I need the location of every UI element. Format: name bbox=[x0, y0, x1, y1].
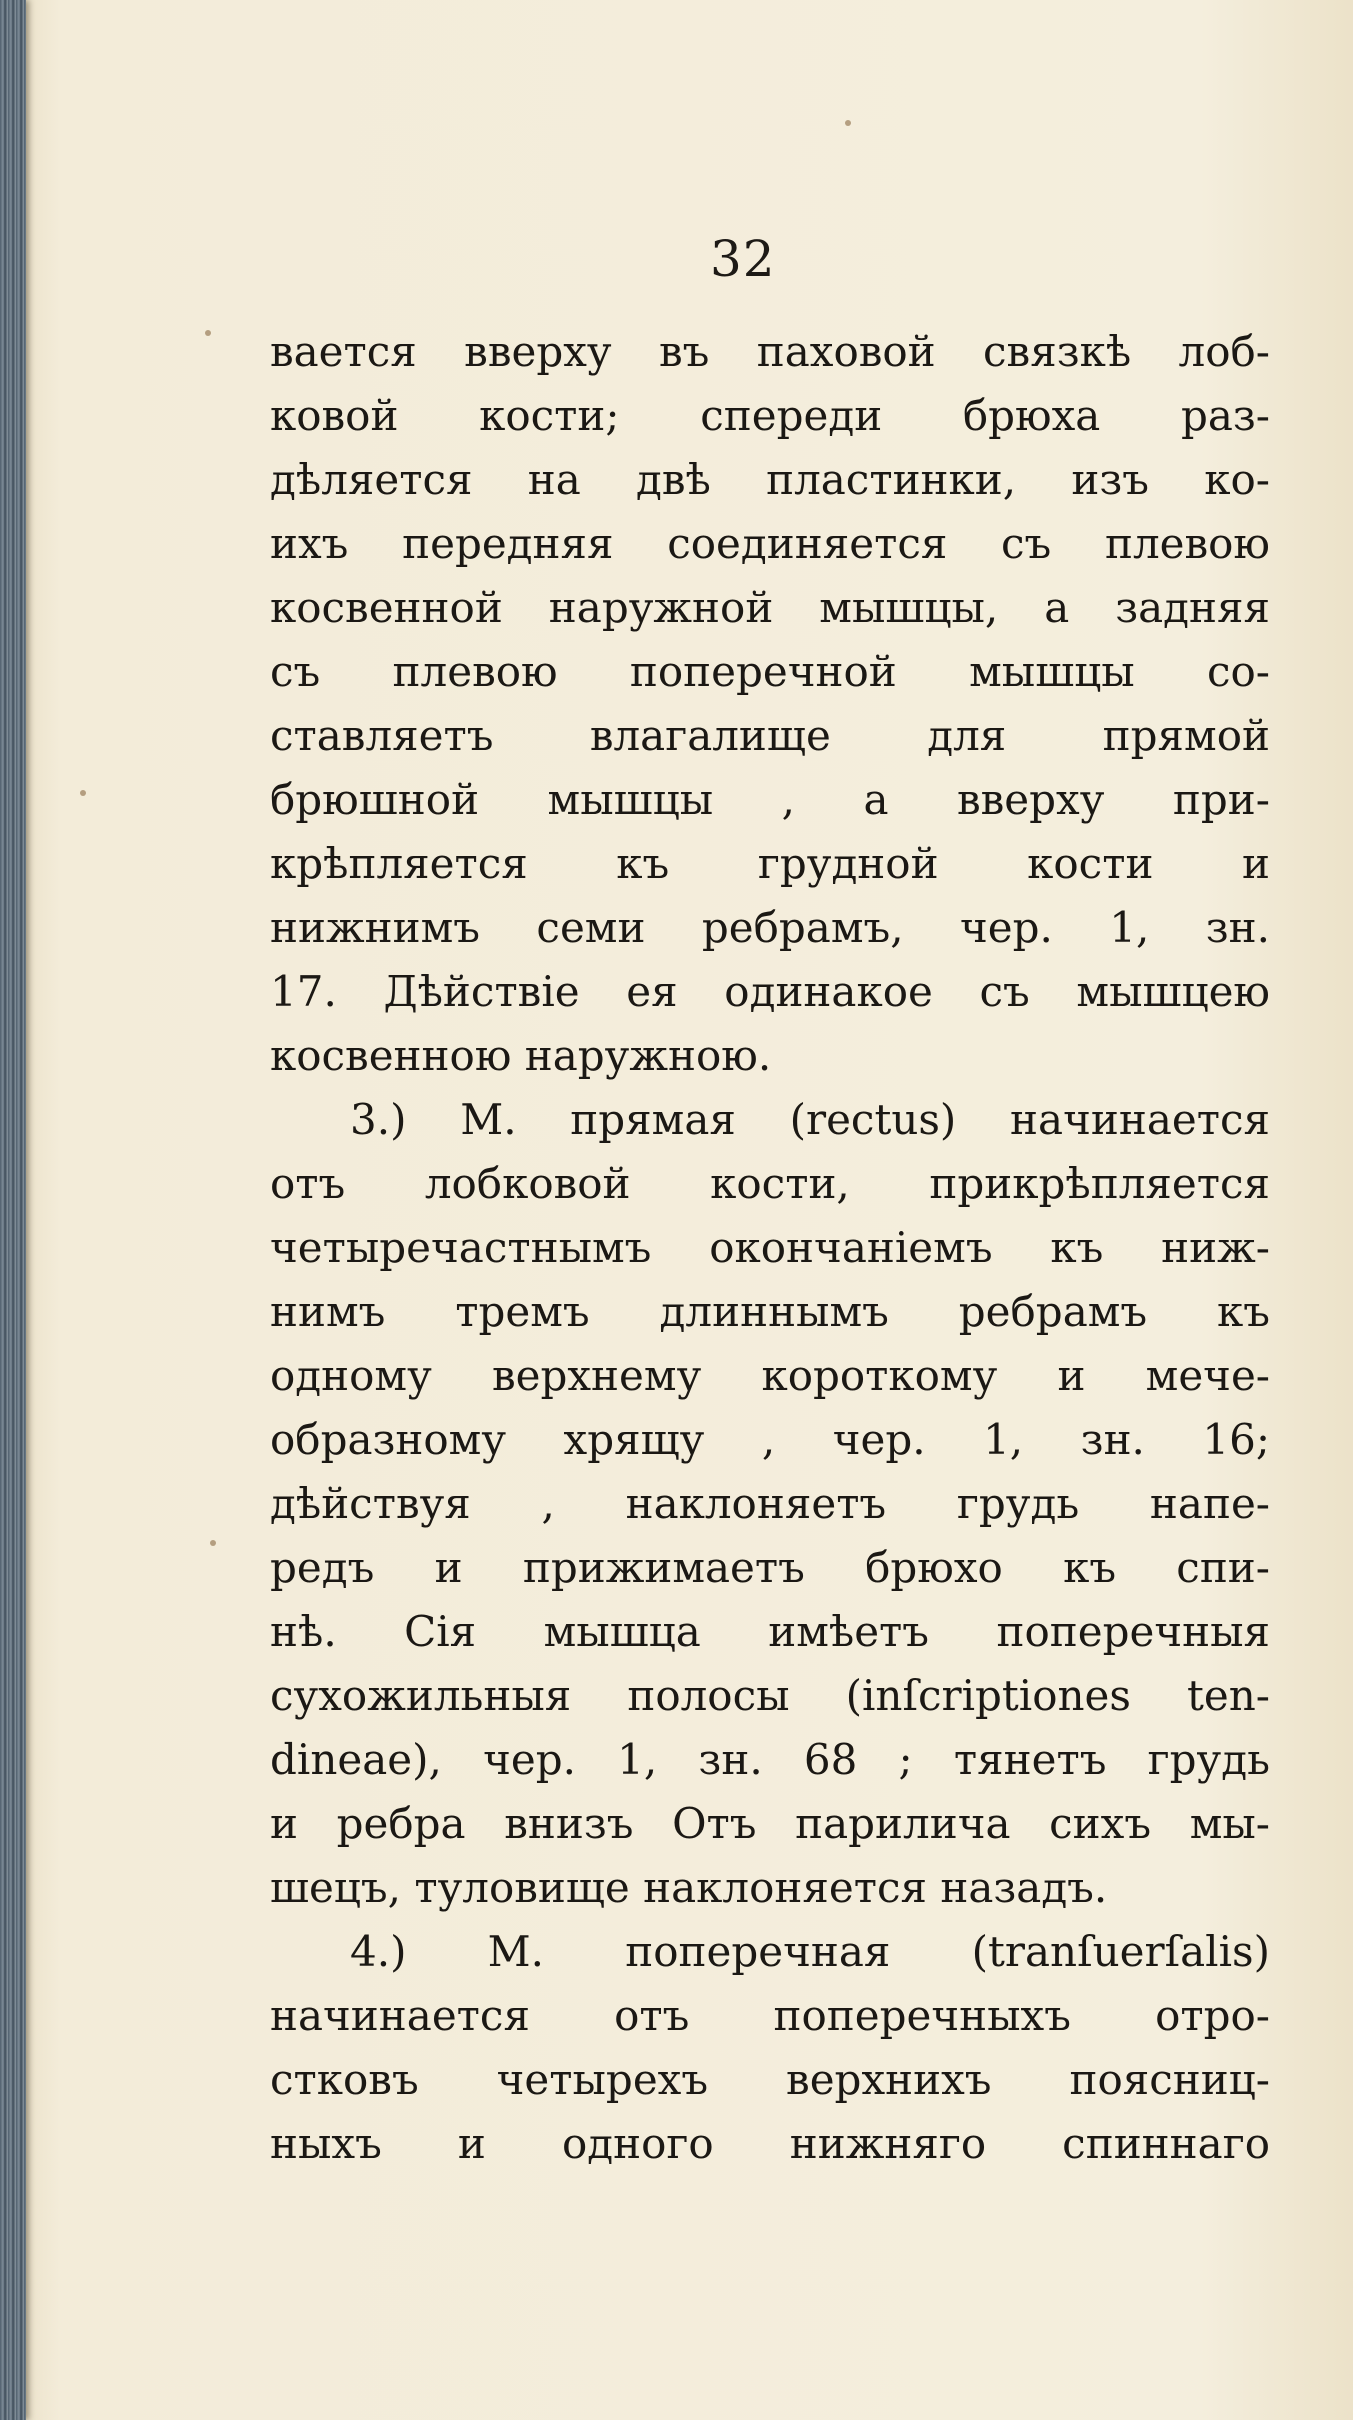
text-line: одному верхнему короткому и мече- bbox=[270, 1351, 1270, 1400]
text-line: вается вверху въ паховой связкѣ лоб- bbox=[270, 327, 1270, 376]
text-line: 4.) М. поперечная (tranſuerſalis) bbox=[350, 1927, 1270, 1976]
text-line: косвенною наружною. bbox=[270, 1031, 772, 1080]
text-line: нѣ. Сія мышца имѣетъ поперечныя bbox=[270, 1607, 1270, 1656]
text-line: нимъ тремъ длиннымъ ребрамъ къ bbox=[270, 1287, 1270, 1336]
paper-speck bbox=[210, 1540, 216, 1546]
text-line: съ плевою поперечной мышцы со- bbox=[270, 647, 1270, 696]
text-line: шецъ, туловище наклоняется назадъ. bbox=[270, 1863, 1108, 1912]
text-line: ставляетъ влагалище для прямой bbox=[270, 711, 1270, 760]
text-line: ныхъ и одного нижняго спиннаго bbox=[270, 2119, 1270, 2168]
text-line: отъ лобковой кости, прикрѣпляется bbox=[270, 1159, 1270, 1208]
text-line: брюшной мышцы , а вверху при- bbox=[270, 775, 1270, 824]
text-line: начинается отъ поперечныхъ отро- bbox=[270, 1991, 1270, 2040]
text-line: и ребра внизъ Отъ парилича сихъ мы- bbox=[270, 1799, 1270, 1848]
text-line: ковой кости; спереди брюха раз- bbox=[270, 391, 1270, 440]
text-line: дѣляется на двѣ пластинки, изъ ко- bbox=[270, 455, 1270, 504]
text-line: косвенной наружной мышцы, а задняя bbox=[270, 583, 1270, 632]
text-line: образному хрящу , чер. 1, зн. 16; bbox=[270, 1415, 1270, 1464]
text-line: четыречастнымъ окончаніемъ къ ниж- bbox=[270, 1223, 1270, 1272]
text-line: сухожильныя полосы (inſcriptiones ten- bbox=[270, 1671, 1270, 1720]
paper-speck bbox=[80, 790, 86, 796]
text-line: дѣйствуя , наклоняетъ грудь напе- bbox=[270, 1479, 1270, 1528]
text-line: ихъ передняя соединяется съ плевою bbox=[270, 519, 1270, 568]
paper-speck bbox=[845, 120, 851, 126]
text-line: стковъ четырехъ верхнихъ поясниц- bbox=[270, 2055, 1270, 2104]
text-line: 3.) М. прямая (rectus) начинается bbox=[350, 1095, 1270, 1144]
text-line: редъ и прижимаетъ брюхо къ спи- bbox=[270, 1543, 1270, 1592]
page-number: 32 bbox=[710, 230, 776, 288]
text-line: нижнимъ семи ребрамъ, чер. 1, зн. bbox=[270, 903, 1270, 952]
text-line: 17. Дѣйствіе ея одинакое съ мышцею bbox=[270, 967, 1270, 1016]
book-binding-edge bbox=[0, 0, 26, 2420]
text-line: крѣпляется къ грудной кости и bbox=[270, 839, 1270, 888]
paper-speck bbox=[205, 330, 211, 336]
text-line: dineae), чер. 1, зн. 68 ; тянетъ грудь bbox=[270, 1735, 1270, 1784]
body-text bbox=[270, 320, 1270, 2176]
